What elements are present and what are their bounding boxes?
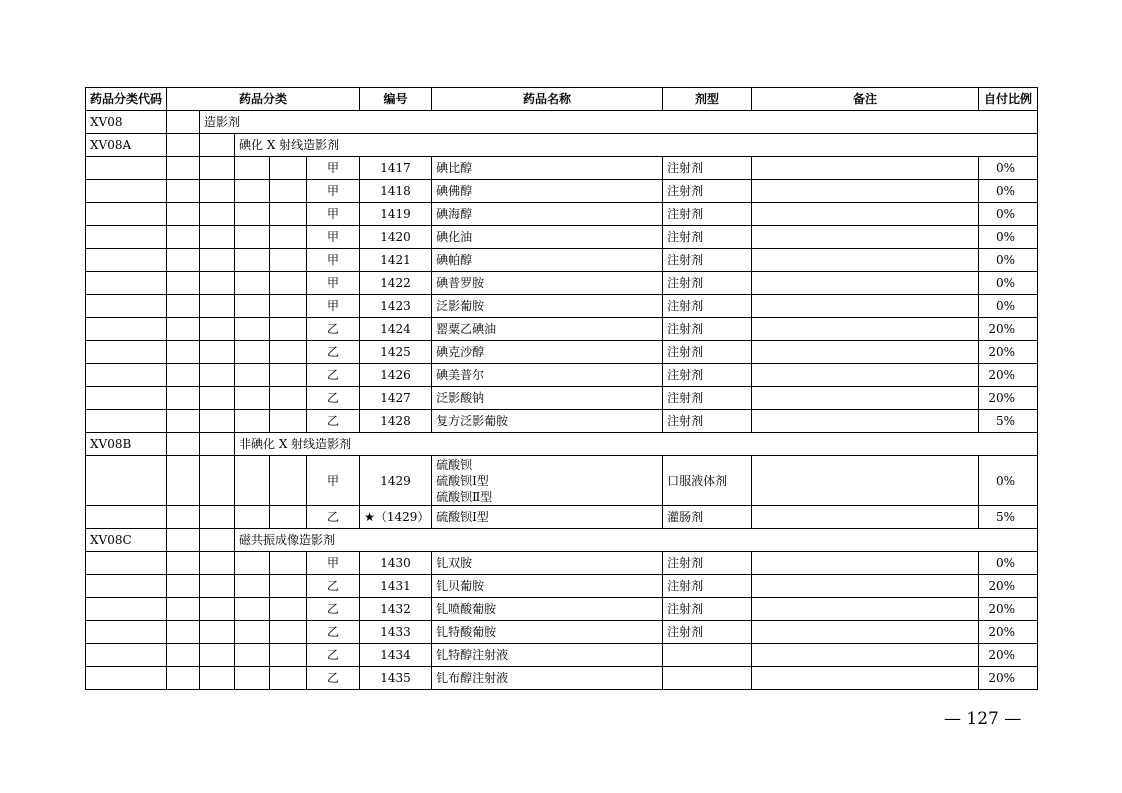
blank-cell [86, 575, 167, 598]
table-row [86, 506, 1038, 529]
blank-cell [86, 410, 167, 433]
drug-name-cell [432, 456, 663, 506]
blank-cell [167, 249, 200, 272]
drug-name-cell: 罂粟乙碘油 [432, 318, 663, 341]
number-cell: 1428 [360, 410, 432, 433]
drug-name-cell: 碘普罗胺 [432, 272, 663, 295]
blank-cell [235, 644, 270, 667]
blank-cell [270, 598, 307, 621]
blank-cell [167, 575, 200, 598]
blank-cell [270, 364, 307, 387]
blank-cell [167, 506, 200, 529]
blank-cell [235, 226, 270, 249]
drug-name-cell: 碘佛醇 [432, 180, 663, 203]
blank-cell [86, 364, 167, 387]
blank-cell [235, 272, 270, 295]
ratio-cell: 20% [979, 667, 1038, 690]
blank-cell [200, 364, 235, 387]
table-row [86, 621, 1038, 644]
blank-cell [270, 667, 307, 690]
blank-cell [200, 456, 235, 506]
table-row [86, 575, 1038, 598]
number-cell: 1431 [360, 575, 432, 598]
group-name: 磁共振成像造影剂 [235, 529, 1038, 552]
blank-cell [86, 341, 167, 364]
dosage-form-cell [663, 667, 752, 690]
blank-cell [200, 341, 235, 364]
table-row [86, 318, 1038, 341]
dosage-form-cell [663, 644, 752, 667]
dosage-form-cell: 注射剂 [663, 226, 752, 249]
blank-cell [200, 552, 235, 575]
blank-cell [235, 598, 270, 621]
blank-cell [200, 529, 235, 552]
dosage-form-cell: 注射剂 [663, 410, 752, 433]
number-cell: ★（1429） [360, 506, 432, 529]
ratio-cell: 20% [979, 364, 1038, 387]
blank-cell [270, 318, 307, 341]
table-row [86, 644, 1038, 667]
grade-cell: 甲 [307, 249, 360, 272]
blank-cell [167, 111, 200, 134]
blank-cell [86, 644, 167, 667]
blank-cell [167, 529, 200, 552]
blank-cell [200, 226, 235, 249]
drug-name-line: 硫酸钡 [436, 457, 473, 472]
group-code: XV08B [86, 433, 167, 456]
number-cell: 1433 [360, 621, 432, 644]
blank-cell [200, 295, 235, 318]
note-cell [752, 552, 979, 575]
blank-cell [86, 295, 167, 318]
blank-cell [167, 387, 200, 410]
number-cell: 1427 [360, 387, 432, 410]
table-row [86, 203, 1038, 226]
drug-name-line: 硫酸钡Ⅱ型 [436, 489, 493, 504]
note-cell [752, 272, 979, 295]
grade-cell: 乙 [307, 598, 360, 621]
dosage-form-cell: 灌肠剂 [663, 506, 752, 529]
blank-cell [86, 552, 167, 575]
blank-cell [270, 180, 307, 203]
header-form: 剂型 [663, 88, 752, 111]
blank-cell [235, 667, 270, 690]
blank-cell [86, 272, 167, 295]
blank-cell [200, 410, 235, 433]
ratio-cell: 20% [979, 644, 1038, 667]
blank-cell [270, 157, 307, 180]
blank-cell [200, 318, 235, 341]
blank-cell [235, 621, 270, 644]
blank-cell [167, 226, 200, 249]
group-row [86, 134, 1038, 157]
drug-name-cell: 钆特酸葡胺 [432, 621, 663, 644]
blank-cell [86, 180, 167, 203]
grade-cell: 乙 [307, 621, 360, 644]
header-category: 药品分类 [167, 88, 360, 111]
drug-classification-table [85, 87, 1038, 690]
grade-cell: 乙 [307, 364, 360, 387]
blank-cell [235, 318, 270, 341]
drug-name-cell: 泛影葡胺 [432, 295, 663, 318]
blank-cell [200, 644, 235, 667]
blank-cell [270, 203, 307, 226]
note-cell [752, 318, 979, 341]
blank-cell [86, 598, 167, 621]
note-cell [752, 644, 979, 667]
drug-name-cell: 碘帕醇 [432, 249, 663, 272]
blank-cell [200, 203, 235, 226]
number-cell: 1429 [360, 456, 432, 506]
grade-cell: 甲 [307, 272, 360, 295]
blank-cell [235, 157, 270, 180]
dosage-form-cell: 注射剂 [663, 318, 752, 341]
note-cell [752, 364, 979, 387]
table-row [86, 410, 1038, 433]
blank-cell [167, 410, 200, 433]
blank-cell [200, 598, 235, 621]
grade-cell: 甲 [307, 157, 360, 180]
blank-cell [235, 249, 270, 272]
group-row [86, 433, 1038, 456]
number-cell: 1432 [360, 598, 432, 621]
section-code: XV08 [86, 111, 167, 134]
table-row [86, 364, 1038, 387]
grade-cell: 甲 [307, 180, 360, 203]
blank-cell [167, 272, 200, 295]
section-name: 造影剂 [200, 111, 1038, 134]
blank-cell [86, 506, 167, 529]
note-cell [752, 506, 979, 529]
drug-table-container [85, 87, 1037, 690]
blank-cell [200, 621, 235, 644]
blank-cell [167, 552, 200, 575]
blank-cell [235, 552, 270, 575]
blank-cell [235, 575, 270, 598]
ratio-cell: 0% [979, 295, 1038, 318]
header-number: 编号 [360, 88, 432, 111]
blank-cell [200, 575, 235, 598]
header-ratio: 自付比例 [979, 88, 1038, 111]
number-cell: 1418 [360, 180, 432, 203]
blank-cell [200, 249, 235, 272]
note-cell [752, 387, 979, 410]
drug-name-cell: 钆特醇注射液 [432, 644, 663, 667]
blank-cell [200, 387, 235, 410]
blank-cell [167, 598, 200, 621]
blank-cell [235, 341, 270, 364]
blank-cell [235, 295, 270, 318]
table-row [86, 341, 1038, 364]
drug-name-cell: 钆双胺 [432, 552, 663, 575]
table-row [86, 157, 1038, 180]
number-cell: 1434 [360, 644, 432, 667]
number-cell: 1420 [360, 226, 432, 249]
group-row [86, 529, 1038, 552]
drug-name-cell: 碘海醇 [432, 203, 663, 226]
number-cell: 1423 [360, 295, 432, 318]
dosage-form-cell: 注射剂 [663, 621, 752, 644]
note-cell [752, 203, 979, 226]
drug-name-cell: 复方泛影葡胺 [432, 410, 663, 433]
blank-cell [270, 249, 307, 272]
blank-cell [86, 621, 167, 644]
note-cell [752, 621, 979, 644]
table-row [86, 272, 1038, 295]
ratio-cell: 0% [979, 249, 1038, 272]
note-cell [752, 575, 979, 598]
drug-name-cell: 碘美普尔 [432, 364, 663, 387]
note-cell [752, 341, 979, 364]
blank-cell [270, 506, 307, 529]
number-cell: 1421 [360, 249, 432, 272]
ratio-cell: 0% [979, 226, 1038, 249]
group-name: 碘化 X 射线造影剂 [235, 134, 1038, 157]
drug-name-cell: 泛影酸钠 [432, 387, 663, 410]
grade-cell: 乙 [307, 575, 360, 598]
grade-cell: 甲 [307, 226, 360, 249]
ratio-cell: 0% [979, 456, 1038, 506]
dosage-form-cell: 注射剂 [663, 272, 752, 295]
group-code: XV08C [86, 529, 167, 552]
table-row [86, 180, 1038, 203]
grade-cell: 甲 [307, 203, 360, 226]
dosage-form-cell: 注射剂 [663, 203, 752, 226]
blank-cell [167, 621, 200, 644]
ratio-cell: 20% [979, 387, 1038, 410]
note-cell [752, 249, 979, 272]
blank-cell [86, 318, 167, 341]
blank-cell [200, 157, 235, 180]
grade-cell: 甲 [307, 456, 360, 506]
grade-cell: 甲 [307, 295, 360, 318]
blank-cell [235, 410, 270, 433]
dosage-form-cell: 口服液体剂 [663, 456, 752, 506]
dosage-form-cell: 注射剂 [663, 364, 752, 387]
page-number: — 127 — [944, 709, 1022, 729]
grade-cell: 乙 [307, 387, 360, 410]
blank-cell [167, 295, 200, 318]
blank-cell [86, 157, 167, 180]
blank-cell [270, 552, 307, 575]
table-row [86, 226, 1038, 249]
blank-cell [270, 272, 307, 295]
blank-cell [235, 180, 270, 203]
blank-cell [167, 667, 200, 690]
table-row [86, 598, 1038, 621]
blank-cell [235, 456, 270, 506]
header-name: 药品名称 [432, 88, 663, 111]
blank-cell [167, 433, 200, 456]
section-row [86, 111, 1038, 134]
ratio-cell: 0% [979, 180, 1038, 203]
blank-cell [235, 387, 270, 410]
blank-cell [235, 203, 270, 226]
note-cell [752, 180, 979, 203]
ratio-cell: 0% [979, 272, 1038, 295]
group-code: XV08A [86, 134, 167, 157]
note-cell [752, 598, 979, 621]
table-row [86, 387, 1038, 410]
blank-cell [270, 387, 307, 410]
dosage-form-cell: 注射剂 [663, 157, 752, 180]
drug-name-cell: 碘比醇 [432, 157, 663, 180]
header-note: 备注 [752, 88, 979, 111]
grade-cell: 乙 [307, 410, 360, 433]
note-cell [752, 456, 979, 506]
ratio-cell: 20% [979, 318, 1038, 341]
dosage-form-cell: 注射剂 [663, 249, 752, 272]
grade-cell: 乙 [307, 341, 360, 364]
blank-cell [200, 134, 235, 157]
group-name: 非碘化 X 射线造影剂 [235, 433, 1038, 456]
number-cell: 1430 [360, 552, 432, 575]
ratio-cell: 0% [979, 552, 1038, 575]
blank-cell [270, 226, 307, 249]
drug-name-line: 硫酸钡Ⅰ型 [436, 473, 489, 488]
table-row [86, 249, 1038, 272]
note-cell [752, 410, 979, 433]
ratio-cell: 20% [979, 341, 1038, 364]
blank-cell [167, 203, 200, 226]
blank-cell [270, 410, 307, 433]
ratio-cell: 20% [979, 598, 1038, 621]
table-row [86, 456, 1038, 506]
blank-cell [167, 157, 200, 180]
grade-cell: 乙 [307, 644, 360, 667]
blank-cell [167, 180, 200, 203]
blank-cell [167, 341, 200, 364]
note-cell [752, 667, 979, 690]
note-cell [752, 295, 979, 318]
blank-cell [270, 295, 307, 318]
number-cell: 1435 [360, 667, 432, 690]
note-cell [752, 226, 979, 249]
blank-cell [167, 456, 200, 506]
table-row [86, 295, 1038, 318]
blank-cell [270, 575, 307, 598]
table-row [86, 552, 1038, 575]
drug-name-cell: 钆布醇注射液 [432, 667, 663, 690]
ratio-cell: 5% [979, 506, 1038, 529]
dosage-form-cell: 注射剂 [663, 387, 752, 410]
number-cell: 1419 [360, 203, 432, 226]
grade-cell: 乙 [307, 667, 360, 690]
header-code: 药品分类代码 [86, 88, 167, 111]
header-row [86, 88, 1038, 111]
ratio-cell: 0% [979, 157, 1038, 180]
note-cell [752, 157, 979, 180]
blank-cell [167, 644, 200, 667]
number-cell: 1426 [360, 364, 432, 387]
grade-cell: 乙 [307, 318, 360, 341]
blank-cell [167, 364, 200, 387]
grade-cell: 乙 [307, 506, 360, 529]
number-cell: 1424 [360, 318, 432, 341]
drug-name-cell: 钆喷酸葡胺 [432, 598, 663, 621]
dosage-form-cell: 注射剂 [663, 552, 752, 575]
dosage-form-cell: 注射剂 [663, 180, 752, 203]
blank-cell [86, 456, 167, 506]
blank-cell [200, 667, 235, 690]
blank-cell [86, 387, 167, 410]
blank-cell [200, 506, 235, 529]
grade-cell: 甲 [307, 552, 360, 575]
table-row [86, 667, 1038, 690]
drug-name-cell: 碘克沙醇 [432, 341, 663, 364]
blank-cell [167, 318, 200, 341]
blank-cell [86, 203, 167, 226]
blank-cell [86, 226, 167, 249]
blank-cell [270, 644, 307, 667]
blank-cell [200, 272, 235, 295]
number-cell: 1417 [360, 157, 432, 180]
dosage-form-cell: 注射剂 [663, 295, 752, 318]
blank-cell [270, 456, 307, 506]
ratio-cell: 0% [979, 203, 1038, 226]
blank-cell [167, 134, 200, 157]
dosage-form-cell: 注射剂 [663, 598, 752, 621]
ratio-cell: 20% [979, 621, 1038, 644]
drug-name-cell: 碘化油 [432, 226, 663, 249]
blank-cell [235, 506, 270, 529]
drug-name-cell: 钆贝葡胺 [432, 575, 663, 598]
blank-cell [200, 433, 235, 456]
number-cell: 1422 [360, 272, 432, 295]
blank-cell [86, 249, 167, 272]
blank-cell [270, 341, 307, 364]
blank-cell [270, 621, 307, 644]
ratio-cell: 5% [979, 410, 1038, 433]
drug-name-cell: 硫酸钡Ⅰ型 [432, 506, 663, 529]
blank-cell [200, 180, 235, 203]
dosage-form-cell: 注射剂 [663, 575, 752, 598]
dosage-form-cell: 注射剂 [663, 341, 752, 364]
ratio-cell: 20% [979, 575, 1038, 598]
number-cell: 1425 [360, 341, 432, 364]
blank-cell [235, 364, 270, 387]
blank-cell [86, 667, 167, 690]
